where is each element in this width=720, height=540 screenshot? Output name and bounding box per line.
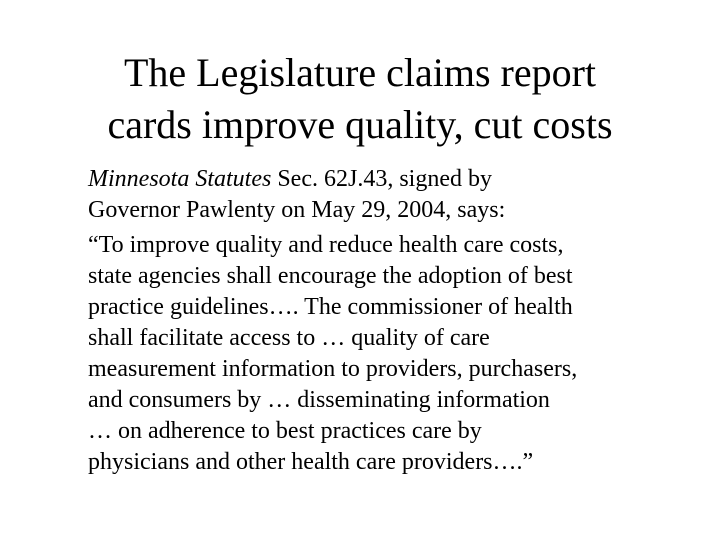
quote-line-5: measurement information to providers, purchasers, (88, 356, 578, 382)
quote-line-2: state agencies shall encourage the adoption of best (88, 263, 573, 289)
intro-paragraph (88, 164, 698, 226)
title-line-2: cards improve quality, cut costs (107, 102, 613, 147)
statute-section: Sec. 62J.43, signed by (271, 166, 492, 192)
intro-line-1 (88, 164, 698, 195)
statute-name: Minnesota Statutes (88, 166, 272, 192)
slide-title (40, 47, 680, 151)
quote-paragraph (88, 230, 698, 478)
intro-line-2: Governor Pawlenty on May 29, 2004, says: (88, 197, 506, 223)
quote-line-4: shall facilitate access to … quality of care (88, 325, 490, 351)
quote-line-6: and consumers by … disseminating information (88, 387, 550, 413)
slide-body (88, 164, 698, 478)
quote-line-7: … on adherence to best practices care by (88, 418, 482, 444)
quote-line-3: practice guidelines…. The commissioner of health (88, 294, 573, 320)
title-line-1: The Legislature claims report (123, 50, 597, 95)
quote-line-8: physicians and other health care providers….” (88, 449, 534, 475)
quote-line-1: “To improve quality and reduce health care costs, (88, 232, 564, 258)
